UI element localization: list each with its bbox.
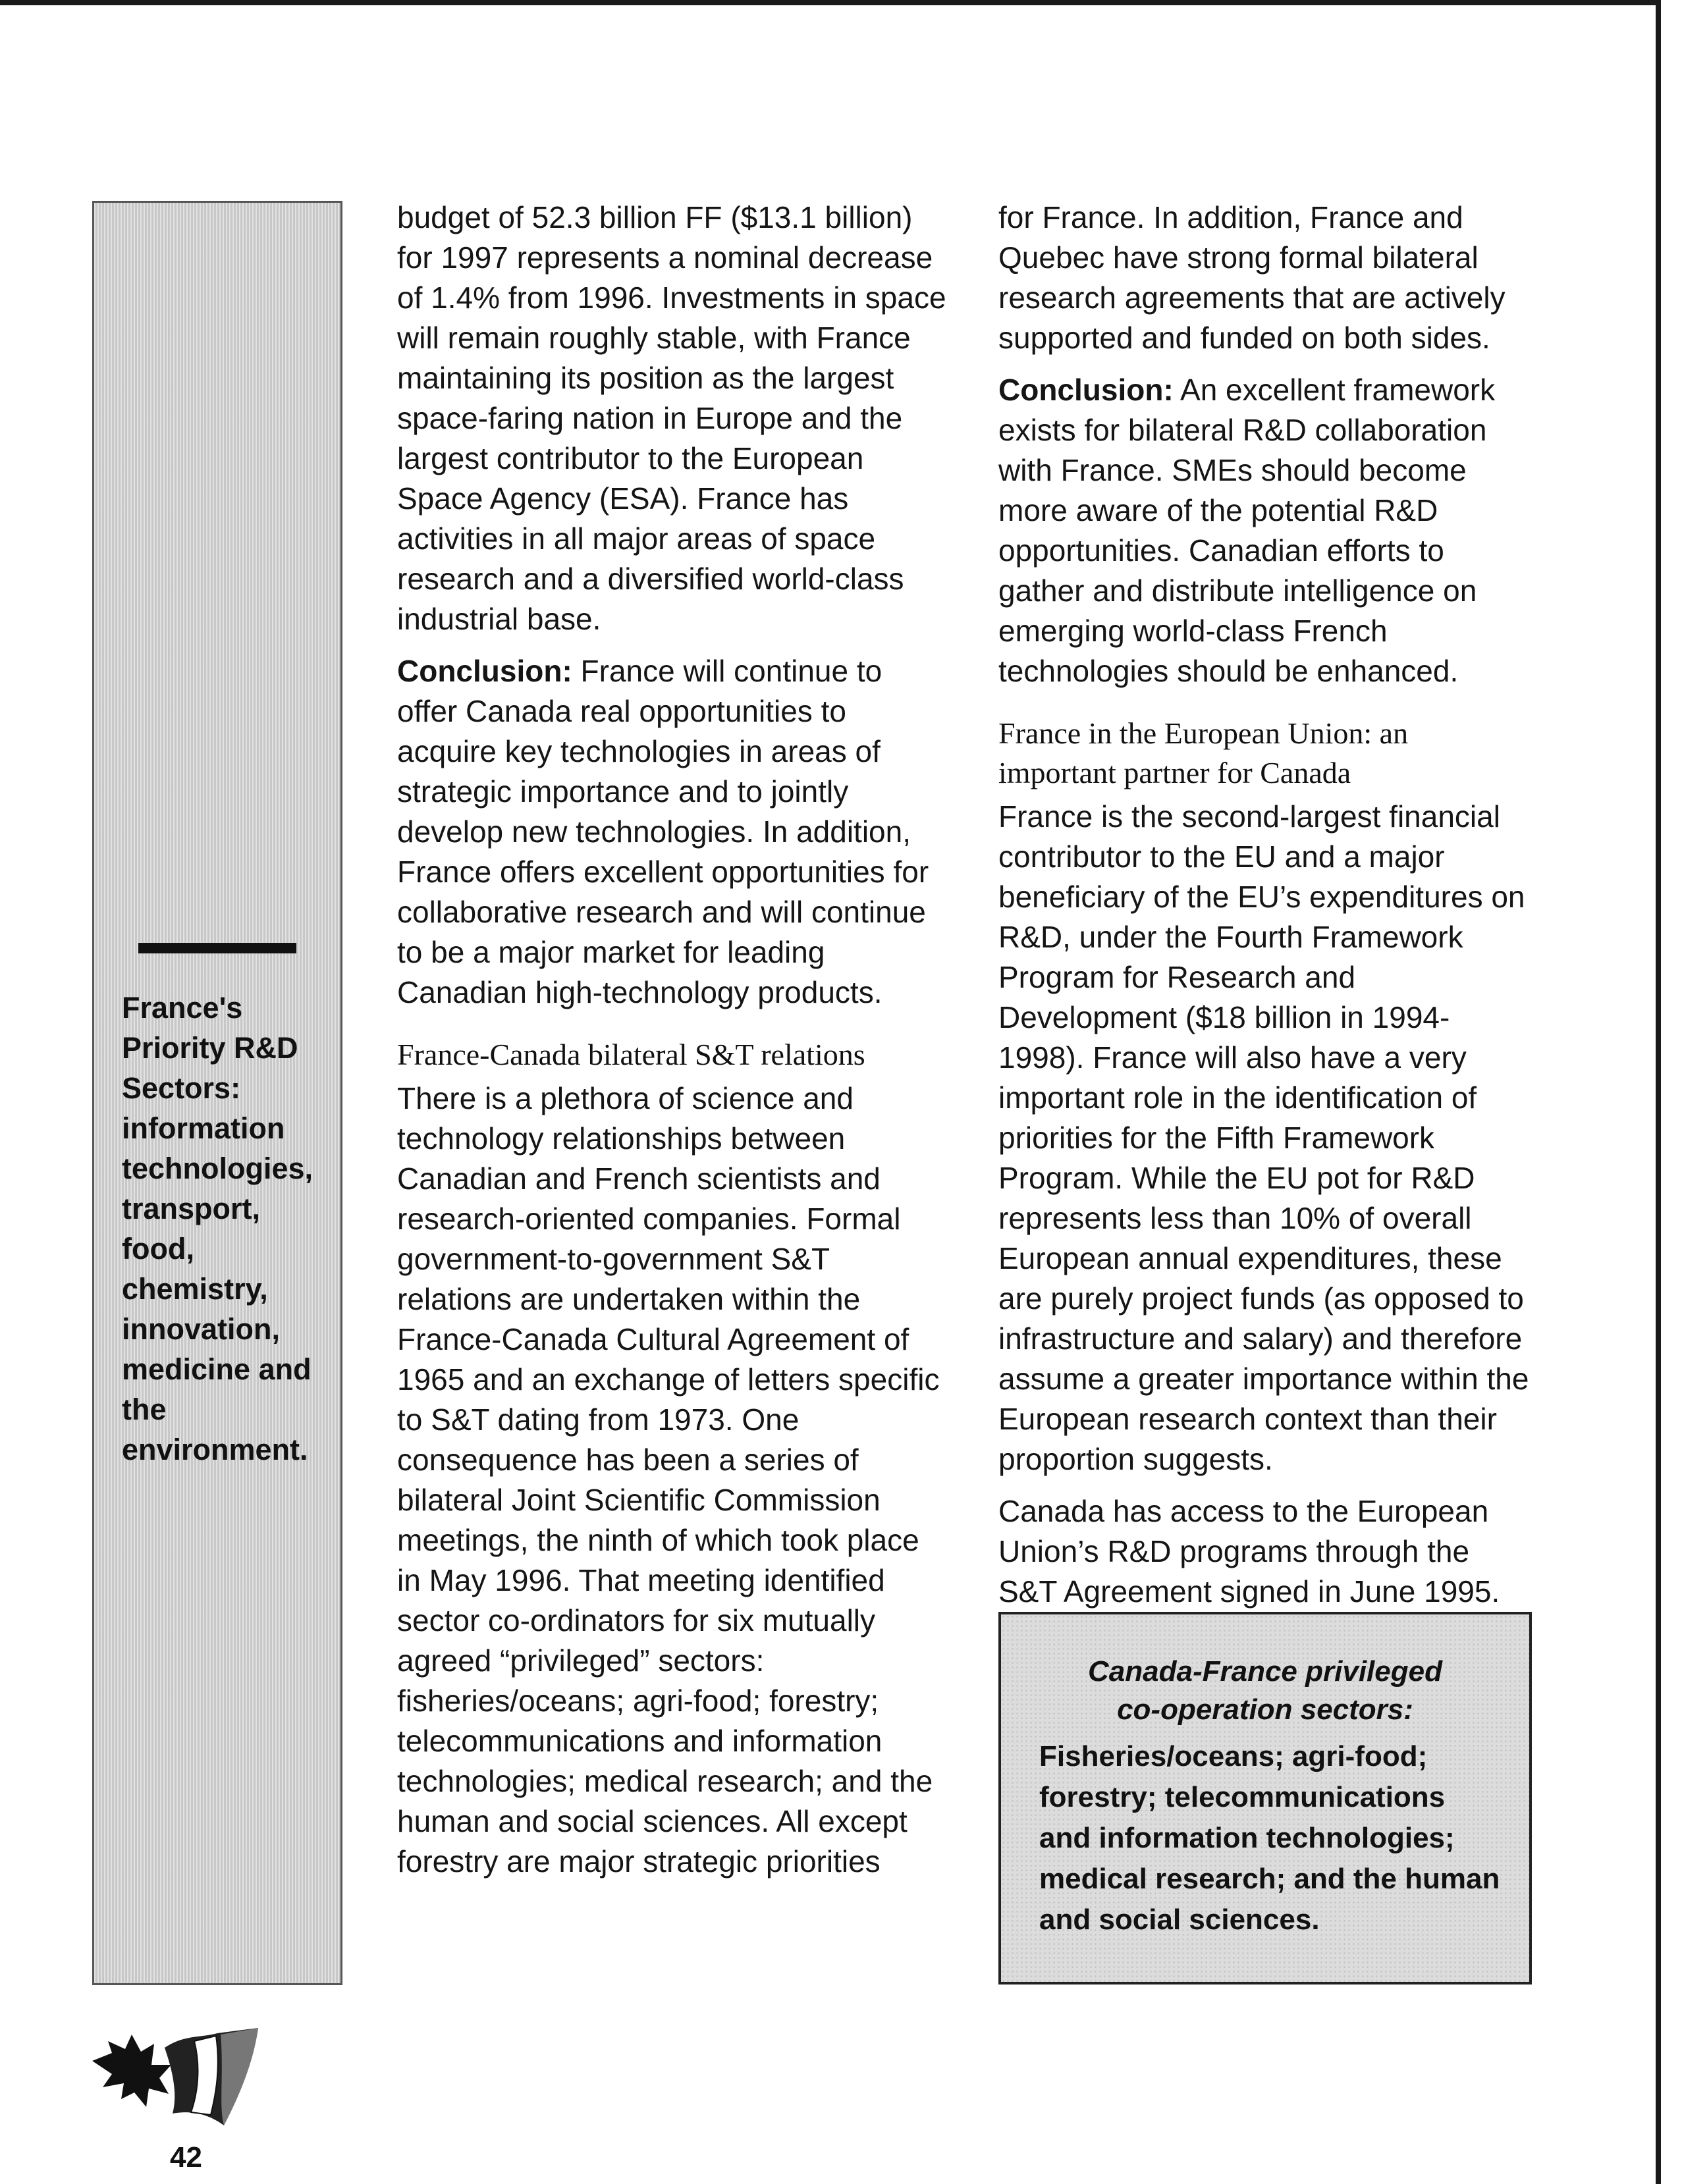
conclusion-label: Conclusion: <box>397 654 572 688</box>
heading-bilateral-relations: France-Canada bilateral S&T relations <box>397 1038 865 1071</box>
top-rule <box>0 0 1660 5</box>
sidebar-priority-text: France's Priority R&D Sectors: information technologies, transport, food, chemistry, innovation, medicine and the environment. <box>122 991 313 1466</box>
heading-european-union: France in the European Union: an important partner for Canada <box>998 716 1409 789</box>
right-margin-rule <box>1656 0 1661 2184</box>
column-right <box>998 198 1532 1624</box>
maple-leaf-flag-icon <box>86 2015 296 2133</box>
paragraph-space-budget: budget of 52.3 billion FF ($13.1 billion) for 1997 represents a nominal decrease of 1.4% from 1996. Investments in space will remain roughly stable, with France maintaining its position as the largest space-faring nation in Europe and the largest contributor to the European Space Agency (ESA). France has activities in all major areas of space research and a diversified world-class industrial base. <box>397 200 946 636</box>
callout-title-line: co-operation sectors: <box>1117 1693 1413 1726</box>
paragraph-eu-access: Canada has access to the European Union’s R&D programs through the S&T Agreement signed in June 1995. <box>998 1494 1500 1609</box>
conclusion-text: France will continue to offer Canada real opportunities to acquire key technologies in areas of strategic importance and to jointly develop new technologies. In addition, France offers excellent opportunities for collaborative research and will continue to be a major market for leading Canadian high-technology products. <box>397 654 929 1009</box>
callout-title <box>1001 1653 1529 1729</box>
callout-box <box>998 1612 1532 1984</box>
column-left <box>397 198 950 1894</box>
paragraph-quebec: for France. In addition, France and Quebec have strong formal bilateral research agreements that are actively supported and funded on both sides. <box>998 200 1506 355</box>
callout-title-line: Canada-France privileged <box>1088 1655 1442 1688</box>
paragraph-bilateral-relations: There is a plethora of science and technology relationships between Canadian and French scientists and research-oriented companies. Formal government-to-government S&T relations are undertaken within the France-Canada Cultural Agreement of 1965 and an exchange of letters specific to S&T dating from 1973. One consequence has been a series of bilateral Joint Scientific Commission meetings, the ninth of which took place in May 1996. That meeting identified sector co-ordinators for six mutually agreed “privileged” sectors: fisheries/oceans; agri-food; forestry; telecommunications and information technologies; medical research; and the human and social sciences. All except forestry are major strategic priorities <box>397 1081 940 1878</box>
conclusion-label: Conclusion: <box>998 373 1174 407</box>
paragraph-conclusion-2 <box>998 370 1532 691</box>
paragraph-european-union: France is the second-largest financial contributor to the EU and a major beneficiary of the EU’s expenditures on R&D, under the Fourth Framework Program for Research and Development ($18 billion in 1994-1998). France will also have a very important role in the identification of priorities for the Fifth Framework Program. While the EU pot for R&D represents less than 10% of overall European annual expenditures, these are purely project funds (as opposed to infrastructure and salary) and therefore assume a greater importance within the European research context than their proportion suggests. <box>998 799 1529 1476</box>
conclusion-text: An excellent framework exists for bilateral R&D collaboration with France. SMEs should become more aware of the potential R&D opportunities. Canadian efforts to gather and distribute intelligence on emerging world-class French technologies should be enhanced. <box>998 373 1496 688</box>
page-number: 42 <box>170 2141 202 2173</box>
sidebar-accent-bar <box>138 943 296 953</box>
paragraph-conclusion-1 <box>397 651 950 1013</box>
callout-body: Fisheries/oceans; agri-food; forestry; telecommunications and information technologies; medical research; and the human and social sciences. <box>1039 1740 1500 1936</box>
